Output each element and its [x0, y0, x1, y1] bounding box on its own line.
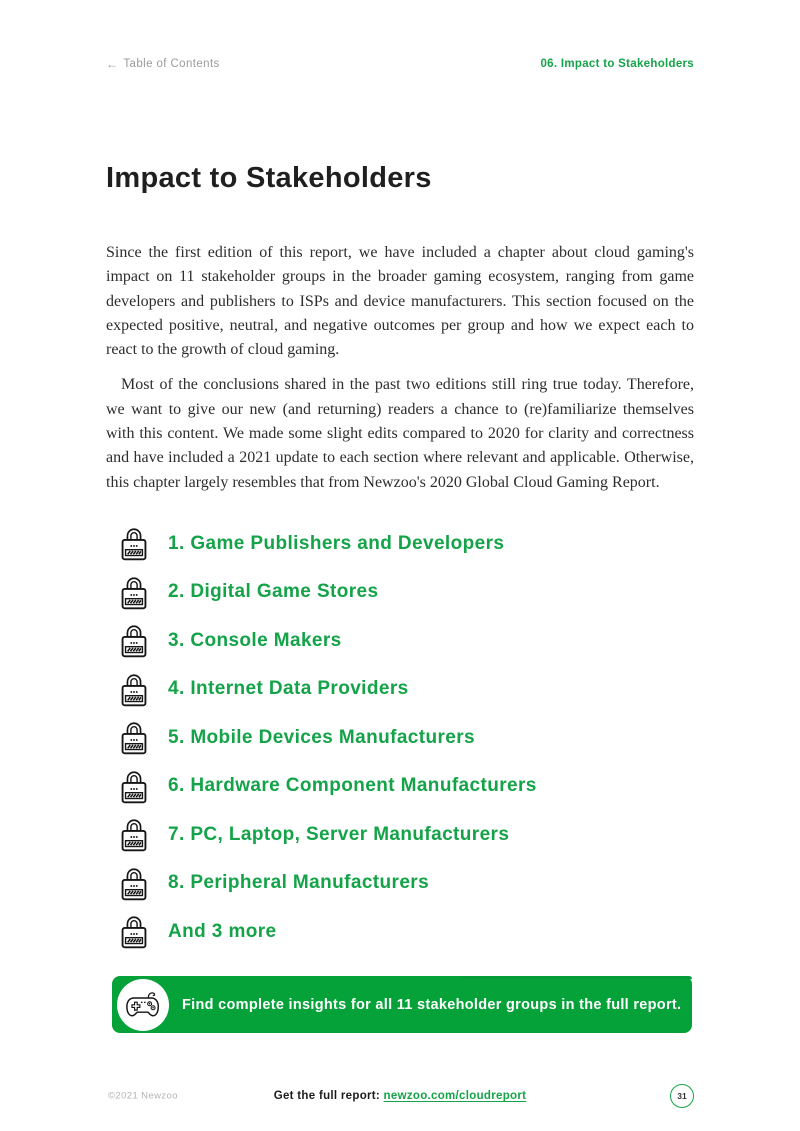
- lock-icon: [119, 816, 149, 853]
- page-header: [106, 57, 694, 71]
- stakeholder-item-label: 3. Console Makers: [168, 629, 342, 651]
- stakeholder-item-1[interactable]: [119, 525, 537, 562]
- stakeholder-item-label: 4. Internet Data Providers: [168, 678, 409, 699]
- back-to-toc-label: Table of Contents: [123, 58, 220, 70]
- stakeholder-item-label: 5. Mobile Devices Manufacturers: [168, 726, 476, 748]
- lock-icon: [119, 719, 149, 756]
- banner-top-strip: [460, 976, 692, 979]
- page-title: Impact to Stakeholders: [106, 162, 432, 194]
- footer-cta: [274, 1090, 527, 1102]
- stakeholder-item-8[interactable]: [119, 865, 537, 902]
- cloudreport-link[interactable]: newzoo.com/cloudreport: [383, 1090, 527, 1102]
- lock-icon: [119, 525, 149, 562]
- banner-text: Find complete insights for all 11 stakeholder groups in the full report.: [182, 996, 682, 1013]
- stakeholder-item-label: 8. Peripheral Manufacturers: [168, 872, 430, 893]
- paragraph: Since the first edition of this report, we have included a chapter about cloud gaming's impact on 11 stakeholder groups in the broader gaming ecosystem, ranging from game developers and publishers to ISPs and device manufacturers. This section focused on the expected positive, neutral, and negative outcomes per group and how we expect each to react to the growth of cloud gaming.: [106, 244, 694, 359]
- full-report-banner[interactable]: [112, 976, 692, 1033]
- page-number-badge: [670, 1084, 694, 1108]
- lock-icon: [119, 865, 149, 902]
- stakeholder-item-2[interactable]: [119, 574, 537, 611]
- paragraph: Most of the conclusions shared in the past two editions still ring true today. Therefore, we want to give our new (and returning) readers a chance to (re)familiarize themselves with this content. We made some slight edits compared to 2020 for clarity and correctness and have included a 2021 update to each section where relevant and applicable. Otherwise, this chapter largely resembles that from Newzoo's 2020 Global Cloud Gaming Report.: [106, 376, 694, 491]
- stakeholder-item-label: 6. Hardware Component Manufacturers: [168, 775, 537, 796]
- stakeholder-item-label: 1. Game Publishers and Developers: [168, 532, 505, 554]
- page-number: 31: [677, 1091, 687, 1101]
- stakeholder-item-5[interactable]: [119, 719, 537, 756]
- body-copy: [106, 241, 694, 495]
- back-to-toc-link[interactable]: [106, 57, 220, 71]
- footer-cta-label: Get the full report:: [273, 1090, 381, 1102]
- lock-icon: [119, 913, 149, 950]
- stakeholder-item-label: 7. PC, Laptop, Server Manufacturers: [168, 823, 510, 845]
- copyright-notice: ©2021 Newzoo: [108, 1090, 178, 1102]
- lock-icon: [119, 574, 149, 611]
- lock-icon: [119, 768, 149, 805]
- stakeholder-item-4[interactable]: [119, 671, 537, 708]
- lock-icon: [119, 671, 149, 708]
- gamepad-icon: [124, 990, 162, 1020]
- banner-icon-circle: [117, 979, 169, 1031]
- stakeholder-list: [119, 525, 537, 962]
- stakeholder-item-6[interactable]: [119, 768, 537, 805]
- page-footer: [106, 1084, 694, 1108]
- header-section-label: 06. Impact to Stakeholders: [540, 58, 694, 70]
- lock-icon: [119, 622, 149, 659]
- left-arrow-icon: ←: [106, 57, 119, 71]
- stakeholder-item-label: 2. Digital Game Stores: [168, 581, 379, 602]
- stakeholder-item-3[interactable]: [119, 622, 537, 659]
- stakeholder-item-more[interactable]: [119, 913, 537, 950]
- stakeholder-item-7[interactable]: [119, 816, 537, 853]
- stakeholder-item-label: And 3 more: [168, 920, 277, 942]
